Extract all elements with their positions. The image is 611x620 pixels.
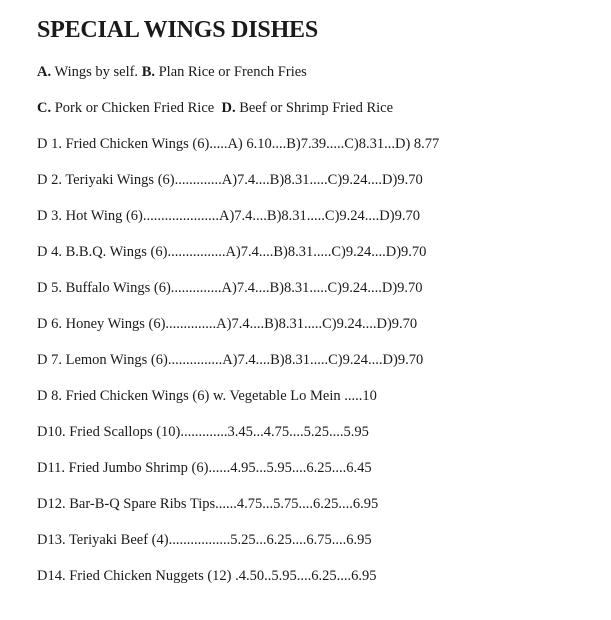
legend-key-d: D. — [221, 100, 236, 116]
legend-key-b: B. — [141, 64, 155, 80]
menu-item-d3: D 3. Hot Wing (6).....................A)7.4....B)8.31.....C)9.24....D)9.70 — [37, 208, 420, 224]
menu-item-d10: D10. Fried Scallops (10).............3.45...4.75....5.25....5.95 — [37, 424, 369, 440]
menu-item-d2: D 2. Teriyaki Wings (6).............A)7.4....B)8.31.....C)9.24....D)9.70 — [37, 172, 423, 188]
menu-page — [37, 14, 597, 602]
legend-row-ab — [37, 62, 597, 82]
menu-item-d4: D 4. B.B.Q. Wings (6)................A)7.4....B)8.31.....C)9.24....D)9.70 — [37, 244, 427, 260]
legend-key-a: A. — [37, 64, 52, 80]
legend-text-d: Beef or Shrimp Fried Rice — [235, 100, 394, 116]
page-title: SPECIAL WINGS DISHES — [37, 17, 319, 43]
legend-text-c: Pork or Chicken Fried Rice — [51, 100, 222, 116]
legend-text-a: Wings by self. — [51, 64, 142, 80]
menu-item-d8: D 8. Fried Chicken Wings (6) w. Vegetable Lo Mein .....10 — [37, 388, 377, 404]
legend-key-c: C. — [37, 100, 52, 116]
menu-item-d14: D14. Fried Chicken Nuggets (12) .4.50..5.95....6.25....6.95 — [37, 568, 377, 584]
menu-item-d1: D 1. Fried Chicken Wings (6).....A) 6.10....B)7.39.....C)8.31...D) 8.77 — [37, 136, 440, 152]
menu-item-d6: D 6. Honey Wings (6)..............A)7.4....B)8.31.....C)9.24....D)9.70 — [37, 316, 418, 332]
menu-item-d5: D 5. Buffalo Wings (6)..............A)7.4....B)8.31.....C)9.24....D)9.70 — [37, 280, 423, 296]
menu-item-d12: D12. Bar-B-Q Spare Ribs Tips......4.75...5.75....6.25....6.95 — [37, 496, 379, 512]
menu-item-d7: D 7. Lemon Wings (6)...............A)7.4....B)8.31.....C)9.24....D)9.70 — [37, 352, 424, 368]
menu-item-d13: D13. Teriyaki Beef (4).................5.25...6.25....6.75....6.95 — [37, 532, 372, 548]
legend-row-cd — [37, 98, 597, 118]
legend-text-b: Plan Rice or French Fries — [154, 64, 307, 80]
menu-item-d11: D11. Fried Jumbo Shrimp (6)......4.95...5.95....6.25....6.45 — [37, 460, 372, 476]
